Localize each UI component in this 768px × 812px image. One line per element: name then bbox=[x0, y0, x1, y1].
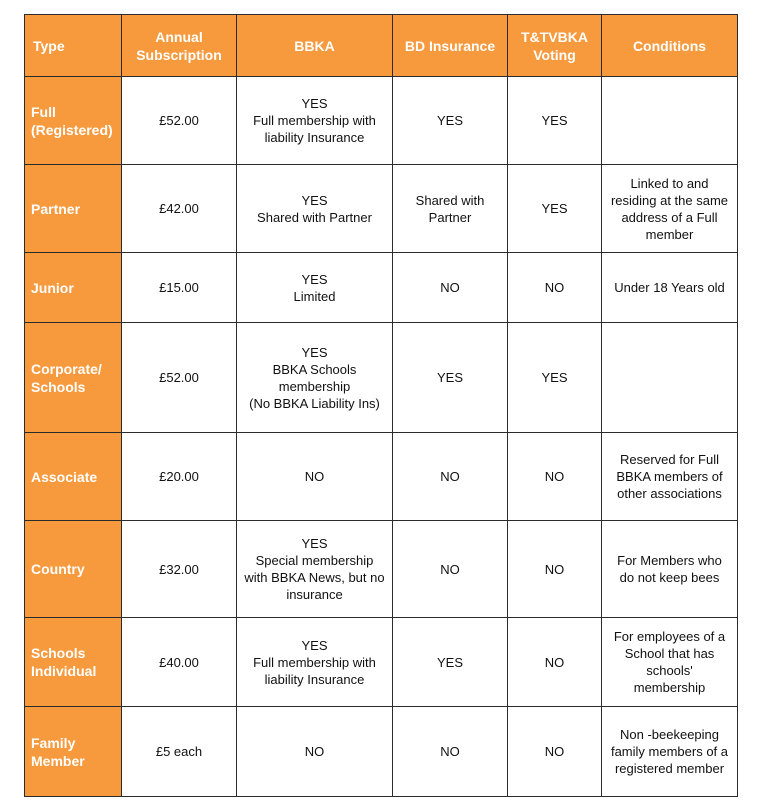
membership-table bbox=[24, 14, 738, 797]
bbka-cell bbox=[237, 707, 393, 797]
header-annual-subscription bbox=[122, 15, 237, 77]
voting-cell bbox=[508, 165, 602, 253]
table-row bbox=[25, 707, 738, 797]
table-row bbox=[25, 165, 738, 253]
cell-text-line: Limited bbox=[293, 288, 336, 304]
table-row bbox=[25, 618, 738, 707]
header-text-line: Annual bbox=[155, 28, 203, 45]
cell-text-line: do not keep bees bbox=[619, 570, 720, 585]
bd-insurance-cell bbox=[393, 165, 508, 253]
cell-text-line: YES bbox=[436, 654, 463, 670]
cell-text-line: Under 18 Years old bbox=[614, 280, 725, 295]
bbka-cell bbox=[237, 323, 393, 433]
cell-text-line: Schools bbox=[31, 645, 86, 661]
cell-text-line: NO bbox=[440, 744, 460, 759]
cell-text-line: member bbox=[645, 226, 694, 242]
bbka-cell bbox=[237, 618, 393, 707]
cell-text-line: NO bbox=[304, 469, 325, 484]
conditions-cell bbox=[602, 77, 738, 165]
header-text-line: BD Insurance bbox=[404, 37, 496, 54]
conditions-cell bbox=[602, 323, 738, 433]
cell-text-line: YES bbox=[541, 113, 568, 128]
voting-cell bbox=[508, 707, 602, 797]
cell-text-line: Family bbox=[31, 734, 76, 751]
cell-text-line: NO bbox=[440, 561, 460, 577]
voting-cell bbox=[508, 253, 602, 323]
header-text-line: Voting bbox=[533, 46, 576, 63]
type-cell bbox=[25, 521, 122, 618]
bd-insurance-cell bbox=[393, 707, 508, 797]
cell-text-line: with BBKA News, but no bbox=[244, 570, 385, 585]
conditions-cell bbox=[602, 521, 738, 618]
cell-text-line: Country bbox=[31, 561, 85, 577]
subscription-cell bbox=[122, 165, 237, 253]
cell-text-line: £32.00 bbox=[159, 561, 199, 577]
cell-text-line: £40.00 bbox=[159, 654, 199, 670]
header-text-line: T&TVBKA bbox=[521, 28, 588, 45]
table-header-row bbox=[25, 15, 738, 77]
cell-text-line: NO bbox=[544, 744, 565, 759]
subscription-cell bbox=[122, 433, 237, 521]
cell-text-line: schools' bbox=[646, 663, 693, 678]
cell-text-line: NO bbox=[544, 654, 565, 670]
cell-text-line: Junior bbox=[31, 279, 74, 296]
cell-text-line: For employees of a bbox=[613, 629, 726, 644]
cell-text-line: Full membership with bbox=[253, 654, 376, 670]
cell-text-line: YES bbox=[301, 536, 328, 551]
cell-text-line: insurance bbox=[286, 587, 343, 602]
cell-text-line: membership bbox=[278, 378, 351, 394]
subscription-cell bbox=[122, 323, 237, 433]
cell-text-line: Partner bbox=[31, 200, 81, 217]
cell-text-line: liability Insurance bbox=[264, 671, 365, 687]
type-cell bbox=[25, 253, 122, 323]
cell-text-line: NO bbox=[440, 280, 460, 295]
cell-text-line: YES bbox=[436, 370, 463, 385]
cell-text-line: Non -beekeeping bbox=[619, 727, 720, 742]
conditions-cell bbox=[602, 165, 738, 253]
cell-text-line: YES bbox=[301, 637, 328, 653]
cell-text-line: NO bbox=[544, 280, 565, 295]
header-text-line: Type bbox=[33, 37, 65, 54]
type-cell bbox=[25, 323, 122, 433]
cell-text-line: NO bbox=[440, 469, 460, 484]
cell-text-line: YES bbox=[301, 271, 328, 287]
cell-text-line: YES bbox=[541, 370, 568, 385]
table-row bbox=[25, 433, 738, 521]
voting-cell bbox=[508, 521, 602, 618]
cell-text-line: Associate bbox=[31, 468, 98, 485]
cell-text-line: liability Insurance bbox=[264, 130, 365, 145]
cell-text-line: BBKA members of bbox=[616, 469, 723, 484]
cell-text-line: Shared with bbox=[415, 192, 485, 208]
cell-text-line: YES bbox=[301, 96, 328, 111]
type-cell bbox=[25, 707, 122, 797]
voting-cell bbox=[508, 77, 602, 165]
header-text-line: Subscription bbox=[136, 46, 222, 63]
cell-text-line: Full bbox=[31, 103, 56, 120]
cell-text-line: For Members who bbox=[617, 553, 722, 568]
voting-cell bbox=[508, 323, 602, 433]
cell-text-line: £42.00 bbox=[159, 201, 199, 216]
cell-text-line: YES bbox=[436, 113, 463, 128]
conditions-cell bbox=[602, 253, 738, 323]
cell-text-line: £52.00 bbox=[159, 113, 199, 128]
type-cell bbox=[25, 165, 122, 253]
cell-text-line: £20.00 bbox=[159, 469, 199, 484]
cell-text-line: Member bbox=[31, 752, 85, 769]
bd-insurance-cell bbox=[393, 618, 508, 707]
cell-text-line: Shared with Partner bbox=[257, 209, 372, 225]
cell-text-line: NO bbox=[544, 561, 565, 577]
subscription-cell bbox=[122, 707, 237, 797]
bbka-cell bbox=[237, 165, 393, 253]
conditions-cell bbox=[602, 707, 738, 797]
cell-text-line: School that has bbox=[624, 646, 715, 661]
type-cell bbox=[25, 433, 122, 521]
header-voting bbox=[508, 15, 602, 77]
header-conditions bbox=[602, 15, 738, 77]
subscription-cell bbox=[122, 253, 237, 323]
conditions-cell bbox=[602, 618, 738, 707]
cell-text-line: Schools bbox=[31, 378, 86, 395]
cell-text-line: (No BBKA Liability Ins) bbox=[249, 395, 380, 411]
table-row bbox=[25, 77, 738, 165]
table-row bbox=[25, 253, 738, 323]
type-cell bbox=[25, 618, 122, 707]
table-row bbox=[25, 323, 738, 433]
cell-text-line: Special membership bbox=[255, 553, 374, 568]
type-cell bbox=[25, 77, 122, 165]
bd-insurance-cell bbox=[393, 323, 508, 433]
voting-cell bbox=[508, 618, 602, 707]
subscription-cell bbox=[122, 77, 237, 165]
cell-text-line: £15.00 bbox=[159, 280, 199, 295]
header-bbka bbox=[237, 15, 393, 77]
table-row bbox=[25, 521, 738, 618]
cell-text-line: YES bbox=[301, 192, 328, 208]
bbka-cell bbox=[237, 253, 393, 323]
cell-text-line: residing at the same bbox=[610, 192, 729, 208]
cell-text-line: YES bbox=[301, 344, 328, 360]
cell-text-line: NO bbox=[304, 744, 325, 759]
cell-text-line: membership bbox=[633, 680, 706, 695]
cell-text-line: (Registered) bbox=[31, 121, 113, 138]
conditions-cell bbox=[602, 433, 738, 521]
bd-insurance-cell bbox=[393, 433, 508, 521]
cell-text-line: Partner bbox=[428, 209, 472, 225]
bd-insurance-cell bbox=[393, 253, 508, 323]
cell-text-line: Linked to and bbox=[630, 175, 709, 191]
header-text-line: Conditions bbox=[632, 37, 707, 54]
cell-text-line: £5 each bbox=[155, 744, 203, 759]
bbka-cell bbox=[237, 77, 393, 165]
cell-text-line: Corporate/ bbox=[31, 360, 102, 377]
bd-insurance-cell bbox=[393, 521, 508, 618]
subscription-cell bbox=[122, 618, 237, 707]
cell-text-line: other associations bbox=[617, 486, 722, 501]
cell-text-line: Individual bbox=[31, 663, 97, 679]
bbka-cell bbox=[237, 521, 393, 618]
header-type bbox=[25, 15, 122, 77]
bbka-cell bbox=[237, 433, 393, 521]
cell-text-line: Reserved for Full bbox=[620, 452, 719, 467]
voting-cell bbox=[508, 433, 602, 521]
cell-text-line: YES bbox=[541, 201, 568, 216]
cell-text-line: BBKA Schools bbox=[272, 361, 357, 377]
cell-text-line: Full membership with bbox=[253, 113, 376, 128]
cell-text-line: registered member bbox=[614, 761, 725, 776]
cell-text-line: family members of a bbox=[610, 744, 729, 759]
header-bd-insurance bbox=[393, 15, 508, 77]
header-text-line: BBKA bbox=[294, 37, 335, 54]
subscription-cell bbox=[122, 521, 237, 618]
cell-text-line: £52.00 bbox=[159, 370, 199, 385]
cell-text-line: address of a Full bbox=[621, 209, 718, 225]
bd-insurance-cell bbox=[393, 77, 508, 165]
cell-text-line: NO bbox=[544, 469, 565, 484]
